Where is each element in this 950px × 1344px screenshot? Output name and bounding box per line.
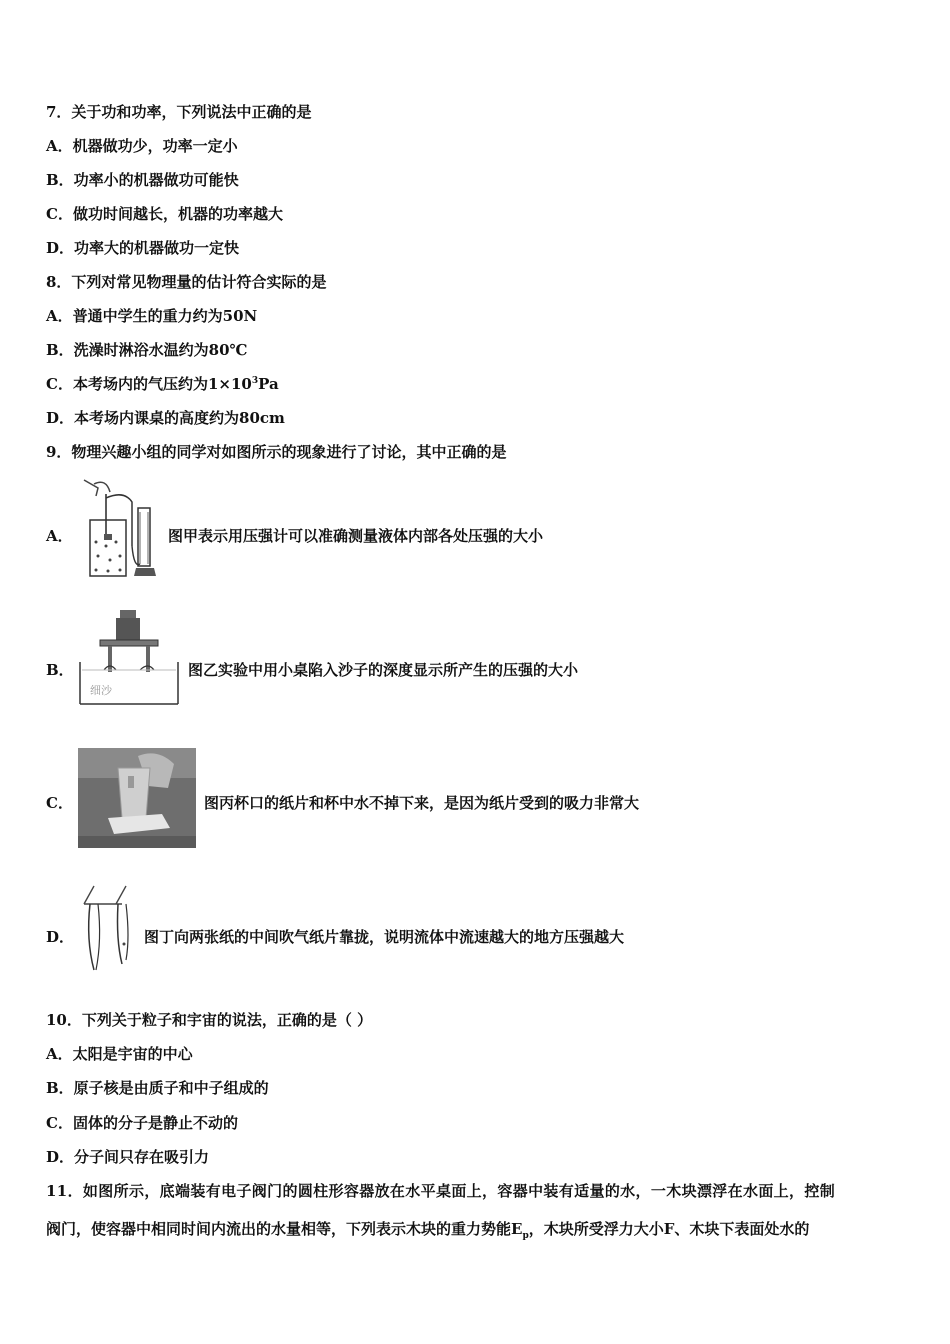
q8-option-c [46,374,279,394]
q11-energy-subscript: p [522,1231,529,1241]
q9-stem: 9．物理兴趣小组的同学对如图所示的现象进行了讨论，其中正确的是 [46,443,507,461]
q9-option-b-text: 图乙实验中用小桌陷入沙子的深度显示所产生的压强的大小 [188,661,579,679]
q9-option-a-text: 图甲表示用压强计可以准确测量液体内部各处压强的大小 [168,527,544,545]
q10-option-a: A．太阳是宇宙的中心 [46,1045,193,1063]
fine-sand-label: 细沙 [90,684,112,697]
q9-option-a-letter: A． [46,527,73,545]
q7-option-c: C．做功时间越长，机器的功率越大 [46,205,283,223]
q9-option-c-letter: C． [46,794,73,812]
q9-option-d-text: 图丁向两张纸的中间吹气纸片靠拢，说明流体中流速越大的地方压强越大 [144,928,625,946]
q8-option-b: B．洗澡时淋浴水温约为80℃ [46,341,248,359]
q10-option-d: D．分子间只存在吸引力 [46,1148,210,1166]
q11-line-2-tail: ，木块所受浮力大小F、木块下表面处水的 [528,1220,810,1238]
q7-option-b: B．功率小的机器做功可能快 [46,171,239,189]
q7-option-d: D．功率大的机器做功一定快 [46,239,240,257]
q9-option-b-letter: B． [46,661,74,679]
q8-option-c-exponent: 3 [251,376,259,386]
q9-option-c-text: 图丙杯口的纸片和杯中水不掉下来，是因为纸片受到的吸力非常大 [204,794,640,812]
q11-stem-line-2 [46,1219,904,1239]
q10-option-c: C．固体的分子是静止不动的 [46,1114,238,1132]
q9-option-d-letter: D． [46,928,75,946]
q8-option-a: A．普通中学生的重力约为50N [46,307,258,325]
small-table-sand-figure [76,604,182,706]
q8-option-c-text: C．本考场内的气压约为1×10 [46,375,252,393]
q7-stem: 7．关于功和功率，下列说法中正确的是 [46,103,312,121]
cup-paper-photo-figure [78,748,196,848]
q10-option-b: B．原子核是由质子和中子组成的 [46,1079,269,1097]
q10-stem: 10．下列关于粒子和宇宙的说法，正确的是（ ） [46,1011,373,1029]
q8-stem: 8．下列对常见物理量的估计符合实际的是 [46,273,327,291]
q11-stem-line-1: 11．如图所示，底端装有电子阀门的圆柱形容器放在水平桌面上，容器中装有适量的水，一木块漂浮在水面上，控制 [46,1182,836,1200]
pressure-gauge-figure [76,476,160,582]
two-paper-sheets-figure [76,880,138,974]
q11-line-2-text: 阀门，使容器中相同时间内流出的水量相等，下列表示木块的重力势能E [46,1220,523,1238]
q8-option-c-unit: Pa [258,375,279,393]
q7-option-a: A．机器做功少，功率一定小 [46,137,238,155]
q8-option-d: D．本考场内课桌的高度约为80cm [46,409,285,427]
